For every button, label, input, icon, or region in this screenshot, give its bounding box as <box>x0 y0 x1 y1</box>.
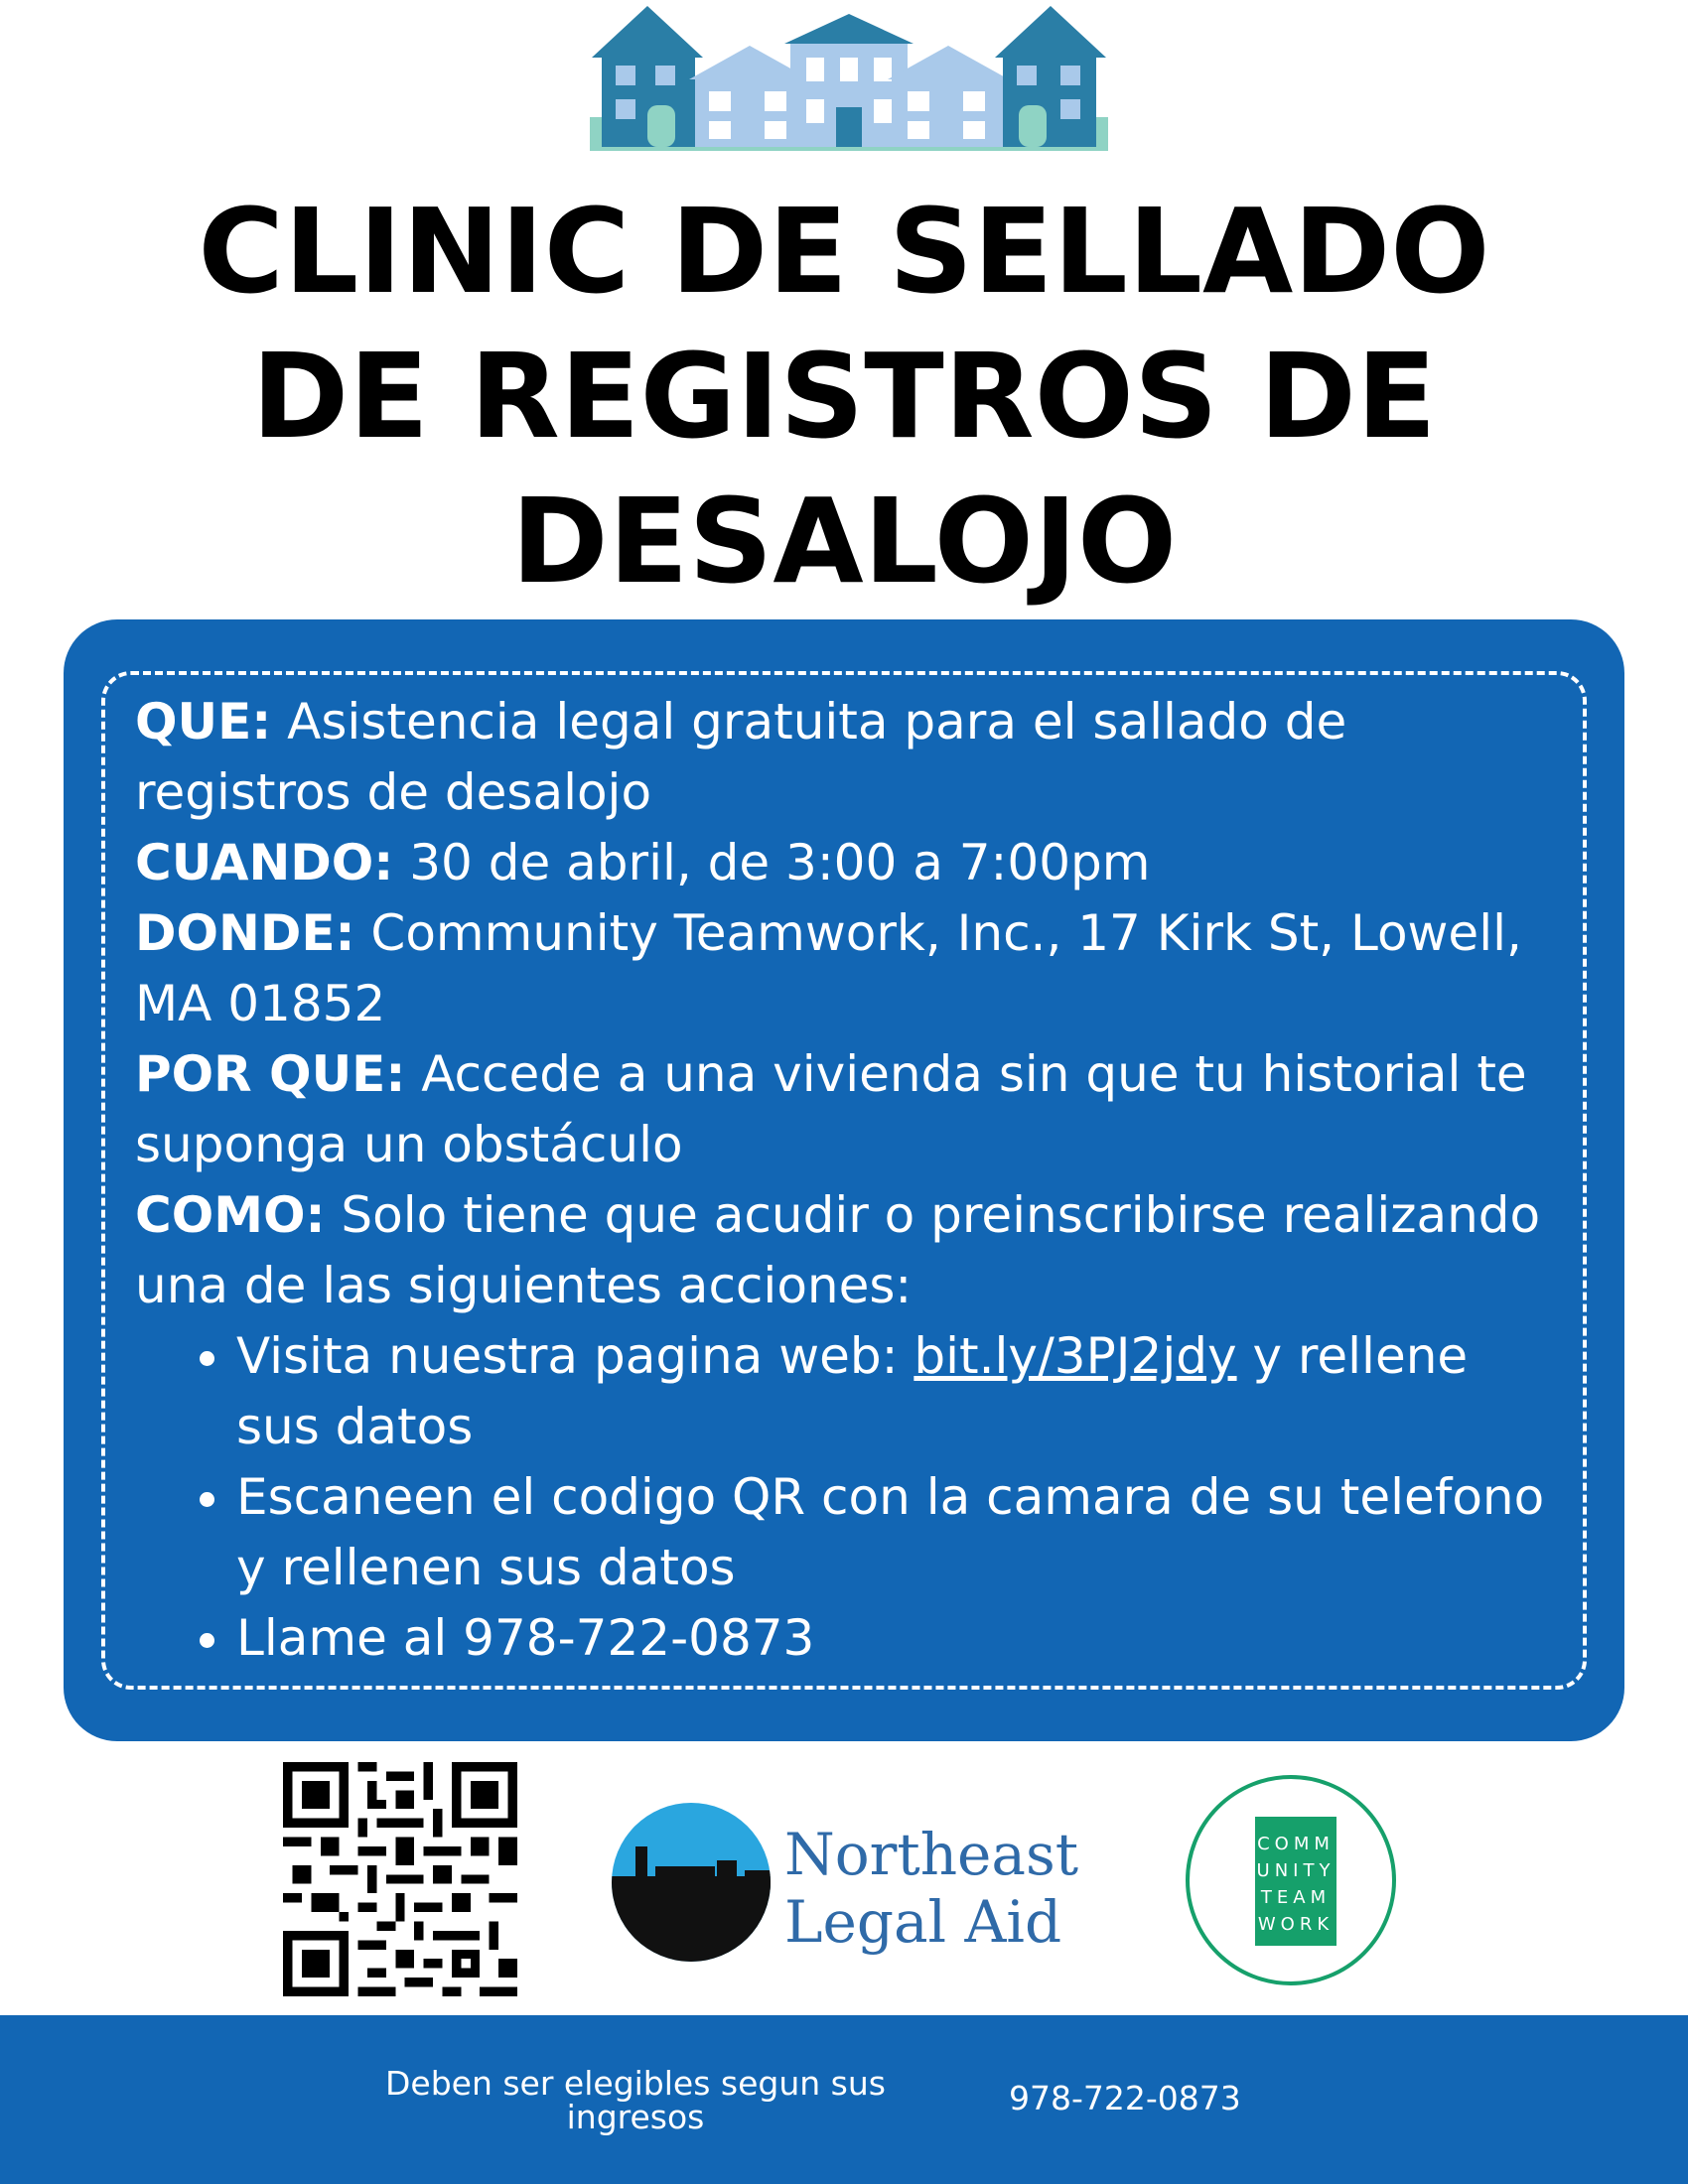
info-cuando: CUANDO: 30 de abril, de 3:00 a 7:00pm <box>135 834 1151 891</box>
nla-name-line1: Northeast <box>784 1821 1079 1888</box>
list-item: • Llame al 978-722-0873 <box>236 1603 1545 1674</box>
options-list <box>135 1321 1545 1674</box>
houses-illustration-icon <box>586 0 1112 159</box>
ctw-line-1: COMM <box>1257 1834 1335 1854</box>
info-que: QUE: Asistencia legal gratuita para el sallado de registros de desalojo <box>135 693 1347 821</box>
title-line-3: DESALOJO <box>510 473 1178 610</box>
footer-bar <box>0 2015 1688 2184</box>
title-line-2: DE REGISTROS DE <box>251 328 1437 465</box>
info-como: COMO: Solo tiene que acudir o preinscribirse realizando una de las siguientes acciones: <box>135 1186 1541 1314</box>
northeast-legal-aid-logo <box>606 1797 1082 1966</box>
community-teamwork-logo <box>1184 1773 1398 1987</box>
qr-code-icon[interactable] <box>283 1762 517 1996</box>
list-item: • Visita nuestra pagina web: bit.ly/3PJ2jdy y rellene sus datos <box>236 1321 1545 1462</box>
footer-phone: 978-722-0873 <box>1009 2079 1241 2117</box>
info-porque: POR QUE: Accede a una vivienda sin que tu historial te suponga un obstáculo <box>135 1045 1527 1173</box>
eligibility-note: Deben ser elegibles segun sus ingresos <box>385 2064 886 2136</box>
info-donde: DONDE: Community Teamwork, Inc., 17 Kirk St, Lowell, MA 01852 <box>135 904 1522 1032</box>
nla-name-line2: Legal Aid <box>784 1888 1062 1956</box>
ctw-line-4: WORK <box>1257 1914 1335 1935</box>
ctw-line-3: TEAM <box>1260 1887 1332 1908</box>
title-line-1: CLINIC DE SELLADO <box>198 183 1490 320</box>
page-title <box>0 179 1688 614</box>
list-item: • Escaneen el codigo QR con la camara de su telefono y rellenen sus datos <box>236 1462 1545 1603</box>
website-link[interactable]: bit.ly/3PJ2jdy <box>914 1327 1237 1385</box>
info-text <box>135 687 1545 1674</box>
info-box <box>64 619 1624 1741</box>
ctw-line-2: UNITY <box>1256 1860 1336 1881</box>
